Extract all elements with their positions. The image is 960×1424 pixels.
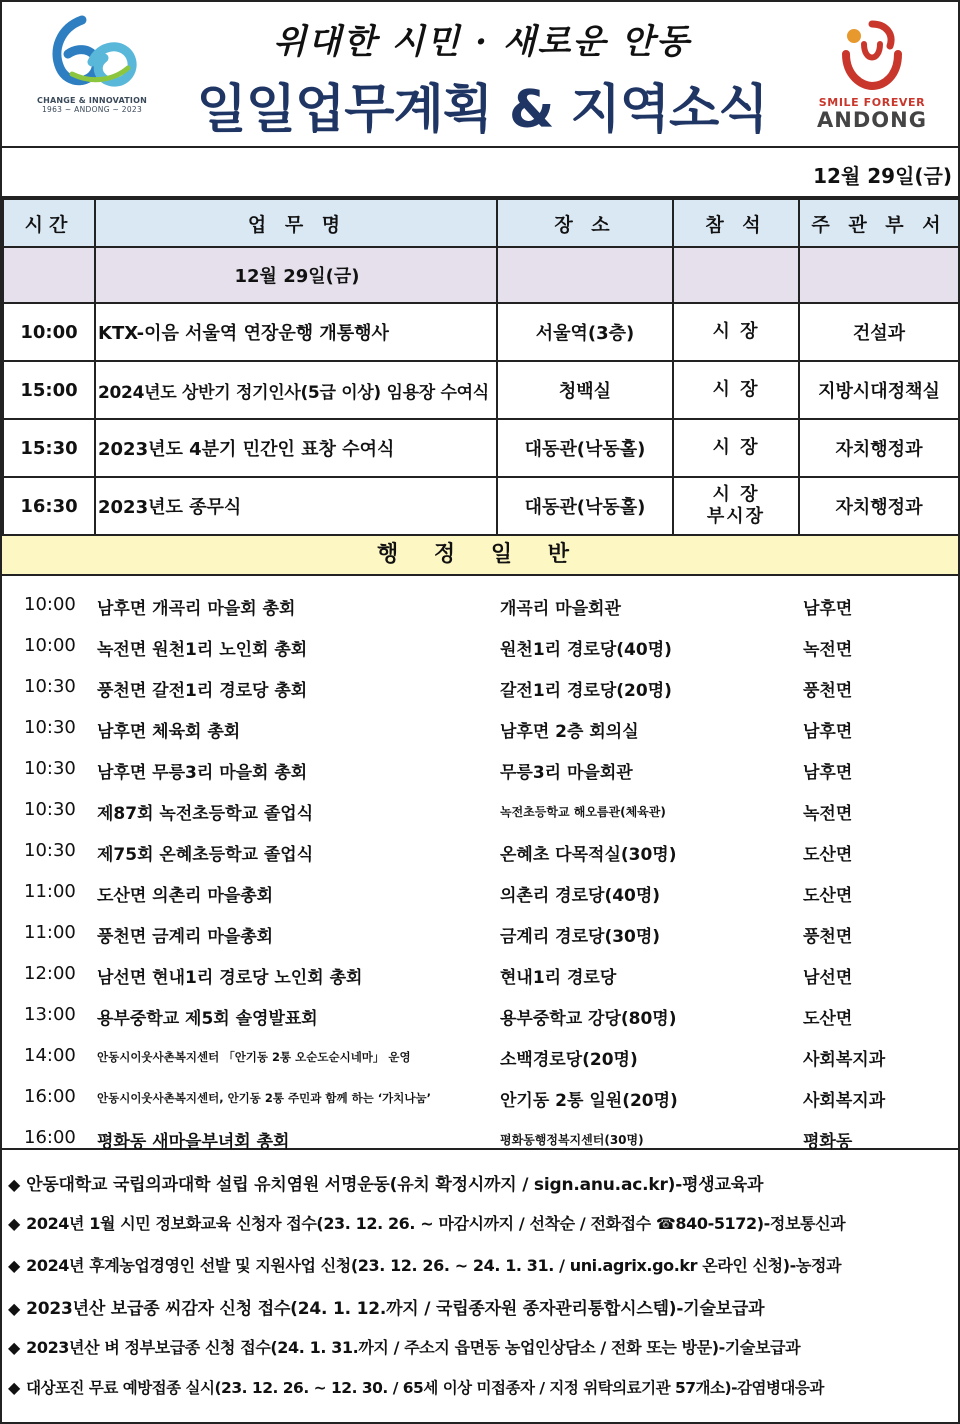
logo-right	[812, 14, 932, 131]
notice-item	[2, 1243, 958, 1284]
item-time: 16:00	[24, 1086, 76, 1107]
col-attendees: 참 석	[673, 199, 799, 247]
list-item	[2, 953, 958, 994]
list-item	[2, 1076, 958, 1117]
notice-list	[2, 1150, 958, 1408]
col-place: 장 소	[497, 199, 673, 247]
item-dept: 녹전면	[803, 640, 853, 660]
item-place: 남후면 2층 회의실	[500, 722, 639, 742]
table-row	[3, 477, 959, 535]
row-dept: 자치행정과	[799, 477, 959, 535]
row-dept: 지방시대정책실	[799, 361, 959, 419]
item-task: 안동시이웃사촌복지센터, 안기동 2통 주민과 함께 하는 ‘가치나눔’	[97, 1091, 431, 1105]
notice-text: 2024년 1월 시민 정보화교육 신청자 접수(23. 12. 26. ~ 마감시까지 / 선착순 / 전화접수 ☎840-5172)-정보통신과	[26, 1214, 846, 1234]
list-item	[2, 871, 958, 912]
item-time: 10:00	[24, 635, 76, 656]
logo-right-line2: ANDONG	[817, 108, 927, 132]
item-task: 남후면 체육회 총회	[97, 722, 241, 742]
row-time: 15:00	[3, 361, 95, 419]
list-item	[2, 994, 958, 1035]
item-time: 11:00	[24, 881, 76, 902]
attendee: 시 장	[712, 379, 760, 400]
list-item	[2, 789, 958, 830]
item-task: 남선면 현내1리 경로당 노인회 총회	[97, 968, 363, 988]
row-task: KTX-이음 서울역 연장운행 개통행사	[95, 303, 497, 361]
item-dept: 남후면	[803, 599, 853, 619]
item-place: 현내1리 경로당	[500, 968, 617, 988]
item-place: 소백경로당(20명)	[500, 1050, 638, 1070]
item-task: 풍천면 금계리 마을총회	[97, 927, 274, 947]
item-time: 10:30	[24, 717, 76, 738]
table-row	[3, 361, 959, 419]
row-task: 2024년도 상반기 정기인사(5급 이상) 임용장 수여식	[95, 361, 497, 419]
table-header-row	[3, 199, 959, 247]
item-time: 14:00	[24, 1045, 76, 1066]
row-attendees	[673, 477, 799, 535]
notice-text: 2024년 후계농업경영인 선발 및 지원사업 신청(23. 12. 26. ~ 24. 1. 31. / uni.agrix.go.kr 온라인 신청)-농정과	[26, 1255, 842, 1275]
item-dept: 도산면	[803, 845, 853, 865]
logo-right-line1: SMILE FOREVER	[818, 96, 926, 109]
page-title: 일일업무계획 & 지역소식	[196, 80, 768, 140]
item-place: 개곡리 마을회관	[500, 599, 621, 619]
attendee: 시 장	[712, 321, 760, 342]
schedule-table	[2, 198, 960, 536]
list-item	[2, 1035, 958, 1076]
row-dept: 건설과	[799, 303, 959, 361]
row-time: 10:00	[3, 303, 95, 361]
row-task: 2023년도 4분기 민간인 표창 수여식	[95, 419, 497, 477]
item-dept: 녹전면	[803, 804, 853, 824]
item-place: 온혜초 다목적실(30명)	[500, 845, 677, 865]
item-time: 10:30	[24, 840, 76, 861]
notice-item	[2, 1366, 958, 1407]
item-task: 도산면 의촌리 마을총회	[97, 886, 274, 906]
list-item	[2, 666, 958, 707]
list-item	[2, 912, 958, 953]
item-dept: 남후면	[803, 763, 853, 783]
table-row	[3, 419, 959, 477]
item-task: 안동시이웃사촌복지센터 「안기동 2통 오순도순시네마」 운영	[97, 1050, 411, 1064]
row-place: 대동관(낙동홀)	[497, 477, 673, 535]
list-item	[2, 748, 958, 789]
table-date-label: 12월 29일(금)	[95, 247, 497, 303]
diamond-bullet-icon: ◆	[8, 1338, 21, 1358]
section-title: 행 정 일 반	[2, 536, 958, 576]
item-dept: 남후면	[803, 722, 853, 742]
notice-text: 2023년산 벼 정부보급종 신청 접수(24. 1. 31.까지 / 주소지 읍면동 농업인상담소 / 전화 또는 방문)-기술보급과	[26, 1338, 801, 1358]
table-date-row	[3, 247, 959, 303]
item-time: 10:30	[24, 676, 76, 697]
diamond-bullet-icon: ◆	[8, 1214, 21, 1234]
notice-item	[2, 1201, 958, 1242]
item-time: 10:00	[24, 594, 76, 615]
item-dept: 도산면	[803, 1009, 853, 1029]
notice-text: 대상포진 무료 예방접종 실시(23. 12. 26. ~ 12. 30. / 65세 이상 미접종자 / 지정 위탁의료기관 57개소)-감염병대응과	[26, 1379, 824, 1398]
item-dept: 남선면	[803, 968, 853, 988]
item-place: 금계리 경로당(30명)	[500, 927, 661, 947]
header	[2, 2, 958, 148]
list-item	[2, 830, 958, 871]
row-dept: 자치행정과	[799, 419, 959, 477]
item-dept: 사회복지과	[803, 1050, 886, 1070]
item-time: 10:30	[24, 799, 76, 820]
item-time: 10:30	[24, 758, 76, 779]
list-item	[2, 1117, 958, 1158]
notice-text: 2023년산 보급종 씨감자 신청 접수(24. 1. 12.까지 / 국립종자원 종자관리통합시스템)-기술보급과	[26, 1298, 765, 1319]
item-task: 남후면 개곡리 마을회 총회	[97, 599, 296, 619]
item-dept: 사회복지과	[803, 1091, 886, 1111]
item-task: 평화동 새마을부녀회 총회	[97, 1132, 290, 1152]
list-item	[2, 707, 958, 748]
item-place: 용부중학교 강당(80명)	[500, 1009, 677, 1029]
row-place: 서울역(3층)	[497, 303, 673, 361]
item-task: 용부중학교 제5회 솔영발표회	[97, 1009, 318, 1029]
item-place: 평화동행정복지센터(30명)	[500, 1133, 644, 1147]
logo-left-line2: 1963 ~ ANDONG ~ 2023	[41, 105, 143, 114]
item-time: 12:00	[24, 963, 76, 984]
slogan: 위대한 시민 · 새로운 안동	[273, 22, 691, 62]
notice-item	[2, 1325, 958, 1366]
item-place: 원천1리 경로당(40명)	[500, 640, 672, 660]
item-dept: 평화동	[803, 1132, 853, 1152]
item-task: 풍천면 갈전1리 경로당 총회	[97, 681, 308, 701]
item-dept: 도산면	[803, 886, 853, 906]
row-task: 2023년도 종무식	[95, 477, 497, 535]
row-time: 15:30	[3, 419, 95, 477]
notice-item	[2, 1284, 958, 1325]
diamond-bullet-icon: ◆	[8, 1255, 21, 1275]
row-attendees	[673, 303, 799, 361]
item-time: 13:00	[24, 1004, 76, 1025]
col-time: 시간	[3, 199, 95, 247]
row-time: 16:30	[3, 477, 95, 535]
item-place: 무릉3리 마을회관	[500, 763, 633, 783]
report-date: 12월 29일(금)	[2, 148, 958, 198]
diamond-bullet-icon: ◆	[8, 1175, 21, 1194]
item-dept: 풍천면	[803, 681, 853, 701]
item-place: 녹전초등학교 해오름관(체육관)	[500, 805, 666, 819]
item-task: 제87회 녹전초등학교 졸업식	[97, 804, 314, 824]
logo-left	[32, 14, 152, 132]
list-item	[2, 625, 958, 666]
row-place: 대동관(낙동홀)	[497, 419, 673, 477]
diamond-bullet-icon: ◆	[8, 1378, 21, 1398]
attendee: 시 장	[712, 437, 760, 458]
60th-anniversary-logo-icon	[42, 14, 142, 94]
table-row	[3, 303, 959, 361]
col-task: 업 무 명	[95, 199, 497, 247]
notice-text: 안동대학교 국립의과대학 설립 유치염원 서명운동(유치 확정시까지 / sign.anu.ac.kr)-평생교육과	[26, 1175, 764, 1195]
item-task: 남후면 무릉3리 마을회 총회	[97, 763, 308, 783]
diamond-bullet-icon: ◆	[8, 1298, 21, 1318]
item-place: 안기동 2통 일원(20명)	[500, 1091, 678, 1111]
logo-left-line1: CHANGE & INNOVATION	[37, 96, 147, 105]
andong-smile-logo-icon	[832, 14, 912, 94]
item-place: 갈전1리 경로당(20명)	[500, 681, 672, 701]
row-attendees	[673, 361, 799, 419]
item-dept: 풍천면	[803, 927, 853, 947]
notice-item	[2, 1160, 958, 1201]
item-task: 녹전면 원천1리 노인회 총회	[97, 640, 308, 660]
admin-list	[2, 576, 958, 1150]
item-task: 제75회 온혜초등학교 졸업식	[97, 845, 314, 865]
row-place: 청백실	[497, 361, 673, 419]
col-dept: 주 관 부 서	[799, 199, 959, 247]
list-item	[2, 584, 958, 625]
item-time: 11:00	[24, 922, 76, 943]
attendee: 부시장	[706, 506, 766, 527]
item-time: 16:00	[24, 1127, 76, 1148]
attendee: 시 장	[712, 484, 760, 505]
item-place: 의촌리 경로당(40명)	[500, 886, 661, 906]
row-attendees	[673, 419, 799, 477]
